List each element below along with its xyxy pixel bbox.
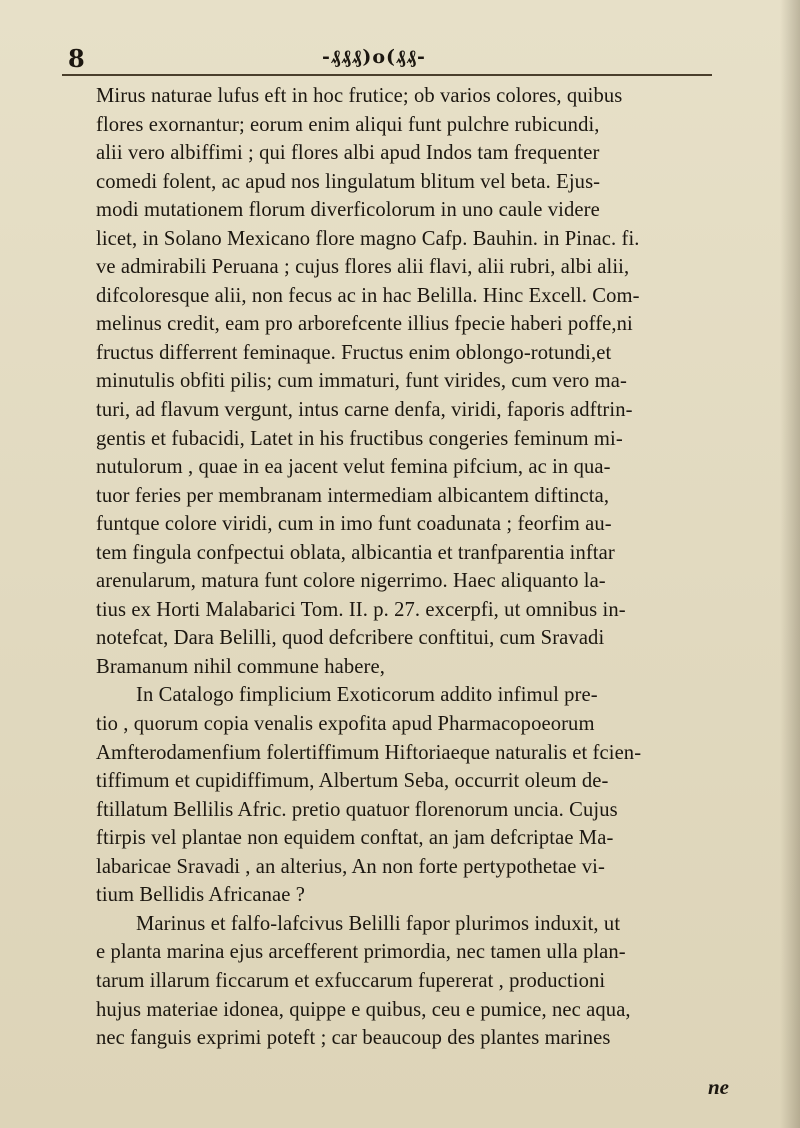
- header-rule: [62, 74, 712, 76]
- page-number: 8: [68, 44, 85, 73]
- text-line: fructus differrent feminaque. Fructus enim oblongo-rotundi,et: [96, 341, 612, 364]
- text-line: difcoloresque alii, non fecus ac in hac Belilla. Hinc Excell. Com-: [96, 284, 640, 307]
- header-ornament: -₰₰₰)o(₰₰-: [322, 46, 426, 68]
- text-line: ftillatum Bellilis Afric. pretio quatuor florenorum uncia. Cujus: [96, 798, 618, 821]
- text-line: Bramanum nihil commune habere,: [96, 655, 385, 678]
- text-line: Amfterodamenfium folertiffimum Hiftoriaeque naturalis et fcien-: [96, 741, 642, 764]
- text-line: funtque colore viridi, cum in imo funt coadunata ; feorfim au-: [96, 513, 612, 536]
- body-text: [96, 82, 736, 1053]
- text-line: tuor feries per membranam intermediam albicantem diftincta,: [96, 484, 610, 507]
- text-line: modi mutationem florum diverficolorum in uno caule videre: [96, 199, 600, 222]
- text-line: tarum illarum ficcarum et exfuccarum fupererat , productioni: [96, 969, 606, 992]
- text-line: e planta marina ejus arcefferent primordia, nec tamen ulla plan-: [96, 941, 626, 964]
- text-line: tius ex Horti Malabarici Tom. II. p. 27. excerpfi, ut omnibus in-: [96, 598, 626, 621]
- paragraph-start-line: Marinus et falfo-lafcivus Belilli fapor plurimos induxit, ut: [136, 912, 621, 935]
- text-line: flores exornantur; eorum enim aliqui funt pulchre rubicundi,: [96, 113, 600, 136]
- text-line: turi, ad flavum vergunt, intus carne denfa, viridi, faporis adftrin-: [96, 399, 633, 422]
- text-line: tio , quorum copia venalis expofita apud Pharmacopoeorum: [96, 713, 595, 736]
- text-line: arenularum, matura funt colore nigerrimo. Haec aliquanto la-: [96, 570, 606, 593]
- text-line: nutulorum , quae in ea jacent velut femina pifcium, ac in qua-: [96, 456, 611, 479]
- paragraph-start-line: In Catalogo fimplicium Exoticorum addito infimul pre-: [136, 684, 598, 707]
- page-edge-shadow: [780, 0, 800, 1128]
- text-line: labaricae Sravadi , an alterius, An non forte pertypothetae vi-: [96, 855, 605, 878]
- text-line: comedi folent, ac apud nos lingulatum blitum vel beta. Ejus-: [96, 170, 601, 193]
- text-line: ve admirabili Peruana ; cujus flores alii flavi, alii rubri, albi alii,: [96, 256, 630, 279]
- text-line: ftirpis vel plantae non equidem conftat, an jam defcriptae Ma-: [96, 827, 614, 850]
- text-line: hujus materiae idonea, quippe e quibus, ceu e pumice, nec aqua,: [96, 998, 631, 1021]
- catchword: ne: [708, 1075, 729, 1099]
- text-line: nec fanguis exprimi poteft ; car beaucoup des plantes marines: [96, 1027, 611, 1050]
- text-line: gentis et fubacidi, Latet in his fructibus congeries feminum mi-: [96, 427, 623, 450]
- text-line: Mirus naturae lufus eft in hoc frutice; ob varios colores, quibus: [96, 85, 623, 107]
- running-header: [60, 44, 720, 74]
- text-line: alii vero albiffimi ; qui flores albi apud Indos tam frequenter: [96, 142, 600, 165]
- text-line: licet, in Solano Mexicano flore magno Cafp. Bauhin. in Pinac. fi.: [96, 227, 640, 250]
- text-line: tiffimum et cupidiffimum, Albertum Seba, occurrit oleum de-: [96, 770, 609, 793]
- text-line: minutulis obfiti pilis; cum immaturi, funt virides, cum vero ma-: [96, 370, 627, 393]
- text-line: notefcat, Dara Belilli, quod defcribere conftitui, cum Sravadi: [96, 627, 605, 650]
- text-line: tium Bellidis Africanae ?: [96, 884, 305, 907]
- text-line: tem fingula confpectui oblata, albicantia et tranfparentia inftar: [96, 541, 615, 564]
- text-line: melinus credit, eam pro arborefcente illius fpecie haberi poffe,ni: [96, 313, 633, 336]
